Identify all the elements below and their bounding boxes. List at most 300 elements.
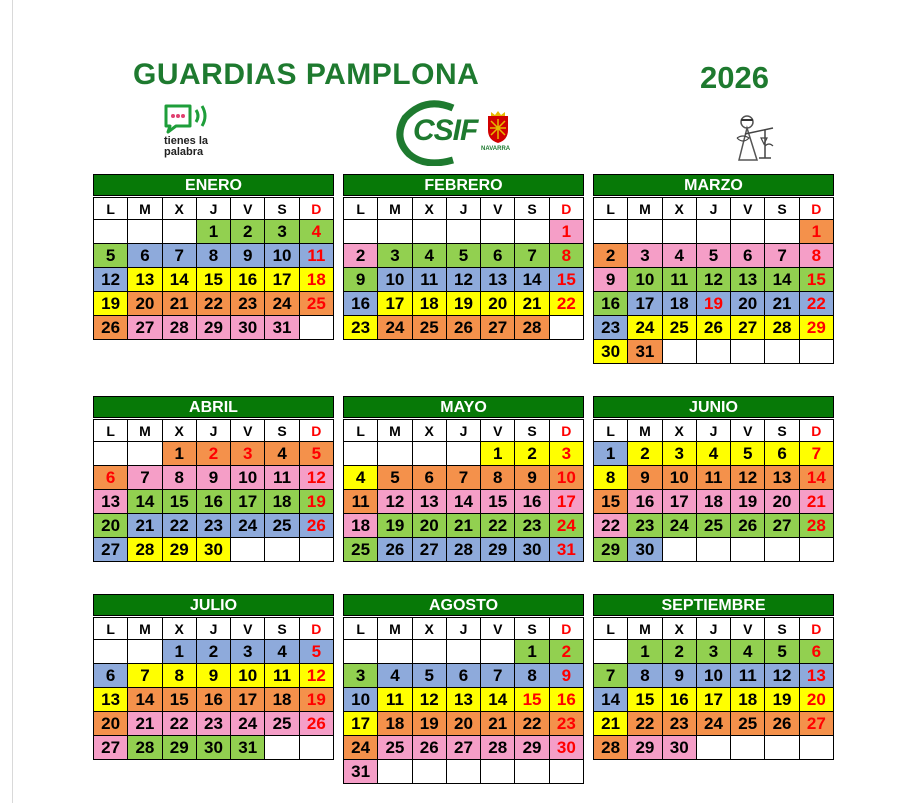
empty-cell — [799, 340, 833, 364]
day-cell: 26 — [378, 538, 412, 562]
week-row — [94, 514, 334, 538]
weekday-row — [344, 618, 584, 640]
day-cell: 11 — [265, 466, 299, 490]
day-cell: 14 — [446, 490, 480, 514]
day-cell: 22 — [162, 712, 196, 736]
day-cell: 10 — [378, 268, 412, 292]
day-cell: 7 — [481, 664, 515, 688]
empty-cell — [765, 538, 799, 562]
week-row — [94, 712, 334, 736]
day-cell: 20 — [412, 514, 446, 538]
day-cell: 4 — [662, 244, 696, 268]
empty-cell — [128, 640, 162, 664]
weekday-label: V — [481, 198, 515, 220]
day-cell: 1 — [594, 442, 628, 466]
day-cell: 16 — [628, 490, 662, 514]
day-cell: 20 — [765, 490, 799, 514]
weekday-label: L — [344, 420, 378, 442]
day-cell: 4 — [412, 244, 446, 268]
weekday-label: X — [412, 198, 446, 220]
weekday-label: M — [378, 198, 412, 220]
day-cell: 5 — [412, 664, 446, 688]
day-cell: 23 — [231, 292, 265, 316]
day-cell: 21 — [446, 514, 480, 538]
month-agosto — [343, 594, 584, 784]
day-cell: 30 — [515, 538, 549, 562]
day-cell: 2 — [196, 640, 230, 664]
empty-cell — [549, 316, 583, 340]
day-cell: 28 — [515, 316, 549, 340]
weekday-label: D — [549, 198, 583, 220]
day-cell: 7 — [799, 442, 833, 466]
week-row — [344, 736, 584, 760]
day-cell: 28 — [446, 538, 480, 562]
day-cell: 7 — [765, 244, 799, 268]
day-cell: 7 — [162, 244, 196, 268]
day-cell: 14 — [128, 490, 162, 514]
month-table — [593, 197, 834, 364]
day-cell: 18 — [265, 688, 299, 712]
week-row — [94, 292, 334, 316]
month-name: JULIO — [93, 594, 334, 616]
day-cell: 31 — [549, 538, 583, 562]
day-cell: 6 — [412, 466, 446, 490]
day-cell: 27 — [94, 538, 128, 562]
weekday-label: D — [799, 420, 833, 442]
day-cell: 24 — [696, 712, 730, 736]
weekday-label: D — [799, 618, 833, 640]
day-cell: 26 — [94, 316, 128, 340]
day-cell: 17 — [628, 292, 662, 316]
day-cell: 22 — [628, 712, 662, 736]
week-row — [344, 220, 584, 244]
day-cell: 18 — [265, 490, 299, 514]
day-cell: 17 — [231, 688, 265, 712]
week-row — [94, 466, 334, 490]
day-cell: 22 — [594, 514, 628, 538]
weekday-label: D — [549, 618, 583, 640]
day-cell: 18 — [378, 712, 412, 736]
weekday-label: M — [378, 618, 412, 640]
day-cell: 22 — [162, 514, 196, 538]
day-cell: 3 — [231, 640, 265, 664]
day-cell: 10 — [231, 664, 265, 688]
week-row — [594, 538, 834, 562]
month-table — [343, 419, 584, 562]
day-cell: 24 — [344, 736, 378, 760]
weekday-label: J — [696, 198, 730, 220]
day-cell: 4 — [265, 442, 299, 466]
navarra-shield-icon — [485, 110, 511, 144]
empty-cell — [446, 760, 480, 784]
day-cell: 20 — [731, 292, 765, 316]
weekday-label: M — [128, 198, 162, 220]
month-table — [93, 197, 334, 340]
day-cell: 25 — [662, 316, 696, 340]
weekday-row — [344, 420, 584, 442]
weekday-label: D — [799, 198, 833, 220]
weekday-label: V — [731, 618, 765, 640]
week-row — [94, 736, 334, 760]
day-cell: 24 — [231, 712, 265, 736]
day-cell: 17 — [344, 712, 378, 736]
empty-cell — [765, 340, 799, 364]
day-cell: 25 — [265, 514, 299, 538]
week-row — [594, 316, 834, 340]
week-row — [94, 220, 334, 244]
day-cell: 24 — [378, 316, 412, 340]
weekday-label: M — [128, 420, 162, 442]
day-cell: 7 — [446, 466, 480, 490]
empty-cell — [731, 340, 765, 364]
day-cell: 8 — [594, 466, 628, 490]
day-cell: 19 — [378, 514, 412, 538]
day-cell: 22 — [481, 514, 515, 538]
day-cell: 28 — [162, 316, 196, 340]
day-cell: 3 — [265, 220, 299, 244]
day-cell: 11 — [731, 664, 765, 688]
day-cell: 16 — [594, 292, 628, 316]
day-cell: 18 — [696, 490, 730, 514]
day-cell: 22 — [196, 292, 230, 316]
day-cell: 8 — [196, 244, 230, 268]
day-cell: 30 — [196, 538, 230, 562]
day-cell: 21 — [515, 292, 549, 316]
weekday-label: X — [662, 420, 696, 442]
day-cell: 5 — [446, 244, 480, 268]
day-cell: 12 — [378, 490, 412, 514]
day-cell: 10 — [549, 466, 583, 490]
day-cell: 20 — [446, 712, 480, 736]
day-cell: 25 — [299, 292, 333, 316]
empty-cell — [594, 640, 628, 664]
empty-cell — [162, 220, 196, 244]
week-row — [344, 466, 584, 490]
month-name: MAYO — [343, 396, 584, 418]
day-cell: 24 — [265, 292, 299, 316]
day-cell: 1 — [162, 442, 196, 466]
weekday-label: V — [731, 420, 765, 442]
day-cell: 30 — [628, 538, 662, 562]
day-cell: 2 — [628, 442, 662, 466]
day-cell: 13 — [94, 490, 128, 514]
month-name: SEPTIEMBRE — [593, 594, 834, 616]
day-cell: 2 — [344, 244, 378, 268]
day-cell: 20 — [94, 712, 128, 736]
day-cell: 5 — [299, 640, 333, 664]
day-cell: 9 — [196, 466, 230, 490]
day-cell: 6 — [731, 244, 765, 268]
week-row — [594, 220, 834, 244]
empty-cell — [515, 220, 549, 244]
month-julio — [93, 594, 334, 760]
day-cell: 3 — [662, 442, 696, 466]
weekday-label: J — [696, 420, 730, 442]
day-cell: 23 — [515, 514, 549, 538]
day-cell: 23 — [662, 712, 696, 736]
empty-cell — [446, 220, 480, 244]
day-cell: 24 — [549, 514, 583, 538]
week-row — [594, 442, 834, 466]
month-table — [593, 419, 834, 562]
day-cell: 27 — [94, 736, 128, 760]
day-cell: 15 — [799, 268, 833, 292]
day-cell: 13 — [799, 664, 833, 688]
day-cell: 25 — [378, 736, 412, 760]
day-cell: 13 — [94, 688, 128, 712]
day-cell: 27 — [765, 514, 799, 538]
day-cell: 21 — [128, 712, 162, 736]
day-cell: 9 — [628, 466, 662, 490]
day-cell: 11 — [696, 466, 730, 490]
day-cell: 21 — [481, 712, 515, 736]
day-cell: 15 — [594, 490, 628, 514]
empty-cell — [549, 760, 583, 784]
week-row — [594, 292, 834, 316]
empty-cell — [378, 640, 412, 664]
week-row — [94, 442, 334, 466]
day-cell: 27 — [799, 712, 833, 736]
week-row — [344, 712, 584, 736]
month-table — [593, 617, 834, 760]
day-cell: 11 — [662, 268, 696, 292]
day-cell: 17 — [378, 292, 412, 316]
day-cell: 20 — [128, 292, 162, 316]
weekday-label: J — [446, 618, 480, 640]
day-cell: 12 — [446, 268, 480, 292]
week-row — [94, 688, 334, 712]
week-row — [94, 490, 334, 514]
day-cell: 1 — [481, 442, 515, 466]
day-cell: 12 — [731, 466, 765, 490]
day-cell: 15 — [481, 490, 515, 514]
weekday-label: S — [515, 198, 549, 220]
day-cell: 10 — [696, 664, 730, 688]
weekday-label: V — [231, 420, 265, 442]
month-mayo — [343, 396, 584, 562]
day-cell: 11 — [344, 490, 378, 514]
day-cell: 12 — [299, 664, 333, 688]
day-cell: 29 — [594, 538, 628, 562]
empty-cell — [94, 640, 128, 664]
month-febrero — [343, 174, 584, 340]
weekday-row — [594, 618, 834, 640]
day-cell: 5 — [299, 442, 333, 466]
day-cell: 4 — [344, 466, 378, 490]
week-row — [594, 736, 834, 760]
month-marzo — [593, 174, 834, 364]
day-cell: 27 — [481, 316, 515, 340]
day-cell: 18 — [299, 268, 333, 292]
day-cell: 18 — [662, 292, 696, 316]
week-row — [594, 244, 834, 268]
week-row — [344, 442, 584, 466]
day-cell: 10 — [628, 268, 662, 292]
weekday-label: L — [594, 618, 628, 640]
week-row — [594, 688, 834, 712]
day-cell: 3 — [628, 244, 662, 268]
empty-cell — [94, 220, 128, 244]
weekday-label: X — [412, 618, 446, 640]
day-cell: 1 — [799, 220, 833, 244]
day-cell: 29 — [481, 538, 515, 562]
day-cell: 8 — [799, 244, 833, 268]
logo-text-line1: tienes la — [164, 135, 209, 147]
day-cell: 29 — [515, 736, 549, 760]
day-cell: 21 — [765, 292, 799, 316]
day-cell: 12 — [94, 268, 128, 292]
day-cell: 7 — [128, 466, 162, 490]
week-row — [344, 688, 584, 712]
day-cell: 6 — [94, 466, 128, 490]
empty-cell — [696, 736, 730, 760]
week-row — [344, 538, 584, 562]
weekday-label: L — [594, 420, 628, 442]
day-cell: 26 — [731, 514, 765, 538]
day-cell: 4 — [265, 640, 299, 664]
day-cell: 26 — [412, 736, 446, 760]
day-cell: 29 — [628, 736, 662, 760]
day-cell: 18 — [412, 292, 446, 316]
day-cell: 2 — [515, 442, 549, 466]
day-cell: 19 — [731, 490, 765, 514]
day-cell: 19 — [412, 712, 446, 736]
weekday-label: L — [94, 618, 128, 640]
day-cell: 12 — [696, 268, 730, 292]
day-cell: 30 — [549, 736, 583, 760]
day-cell: 16 — [549, 688, 583, 712]
day-cell: 25 — [731, 712, 765, 736]
empty-cell — [412, 760, 446, 784]
day-cell: 24 — [662, 514, 696, 538]
month-enero — [93, 174, 334, 340]
month-table — [93, 419, 334, 562]
day-cell: 19 — [446, 292, 480, 316]
day-cell: 5 — [378, 466, 412, 490]
weekday-row — [594, 420, 834, 442]
weekday-label: M — [628, 198, 662, 220]
week-row — [344, 664, 584, 688]
weekday-label: S — [515, 420, 549, 442]
empty-cell — [378, 442, 412, 466]
weekday-label: J — [446, 198, 480, 220]
day-cell: 27 — [731, 316, 765, 340]
weekday-label: D — [299, 618, 333, 640]
empty-cell — [231, 538, 265, 562]
weekday-label: M — [128, 618, 162, 640]
weekday-row — [344, 198, 584, 220]
weekday-row — [94, 198, 334, 220]
day-cell: 31 — [265, 316, 299, 340]
page-title: GUARDIAS PAMPLONA — [133, 58, 480, 91]
empty-cell — [731, 736, 765, 760]
weekday-label: M — [378, 420, 412, 442]
day-cell: 11 — [299, 244, 333, 268]
weekday-label: V — [231, 618, 265, 640]
day-cell: 13 — [731, 268, 765, 292]
day-cell: 5 — [696, 244, 730, 268]
empty-cell — [765, 220, 799, 244]
weekday-label: X — [162, 198, 196, 220]
day-cell: 11 — [378, 688, 412, 712]
empty-cell — [696, 340, 730, 364]
day-cell: 14 — [515, 268, 549, 292]
day-cell: 21 — [162, 292, 196, 316]
day-cell: 23 — [196, 514, 230, 538]
day-cell: 28 — [765, 316, 799, 340]
day-cell: 5 — [731, 442, 765, 466]
day-cell: 13 — [481, 268, 515, 292]
day-cell: 15 — [196, 268, 230, 292]
weekday-label: M — [628, 420, 662, 442]
empty-cell — [662, 340, 696, 364]
day-cell: 14 — [765, 268, 799, 292]
day-cell: 16 — [196, 490, 230, 514]
weekday-label: J — [196, 198, 230, 220]
week-row — [594, 712, 834, 736]
weekday-label: X — [162, 618, 196, 640]
week-row — [344, 640, 584, 664]
day-cell: 1 — [515, 640, 549, 664]
day-cell: 28 — [799, 514, 833, 538]
day-cell: 6 — [799, 640, 833, 664]
day-cell: 25 — [696, 514, 730, 538]
day-cell: 19 — [299, 490, 333, 514]
week-row — [94, 640, 334, 664]
day-cell: 27 — [446, 736, 480, 760]
day-cell: 15 — [515, 688, 549, 712]
day-cell: 31 — [628, 340, 662, 364]
week-row — [344, 292, 584, 316]
day-cell: 15 — [549, 268, 583, 292]
day-cell: 8 — [549, 244, 583, 268]
day-cell: 4 — [378, 664, 412, 688]
day-cell: 28 — [594, 736, 628, 760]
day-cell: 11 — [265, 664, 299, 688]
empty-cell — [731, 538, 765, 562]
day-cell: 9 — [515, 466, 549, 490]
weekday-label: L — [594, 198, 628, 220]
week-row — [94, 316, 334, 340]
weekday-label: V — [481, 618, 515, 640]
day-cell: 9 — [344, 268, 378, 292]
day-cell: 2 — [231, 220, 265, 244]
day-cell: 2 — [662, 640, 696, 664]
day-cell: 21 — [128, 514, 162, 538]
week-row — [94, 538, 334, 562]
day-cell: 6 — [94, 664, 128, 688]
day-cell: 9 — [594, 268, 628, 292]
day-cell: 25 — [412, 316, 446, 340]
day-cell: 9 — [196, 664, 230, 688]
month-table — [343, 197, 584, 340]
weekday-row — [594, 198, 834, 220]
day-cell: 19 — [299, 688, 333, 712]
day-cell: 7 — [515, 244, 549, 268]
month-name: FEBRERO — [343, 174, 584, 196]
week-row — [344, 514, 584, 538]
empty-cell — [128, 220, 162, 244]
day-cell: 26 — [765, 712, 799, 736]
day-cell: 4 — [696, 442, 730, 466]
day-cell: 6 — [765, 442, 799, 466]
day-cell: 12 — [412, 688, 446, 712]
empty-cell — [628, 220, 662, 244]
weekday-label: L — [94, 198, 128, 220]
day-cell: 8 — [162, 466, 196, 490]
week-row — [94, 244, 334, 268]
weekday-label: S — [765, 198, 799, 220]
